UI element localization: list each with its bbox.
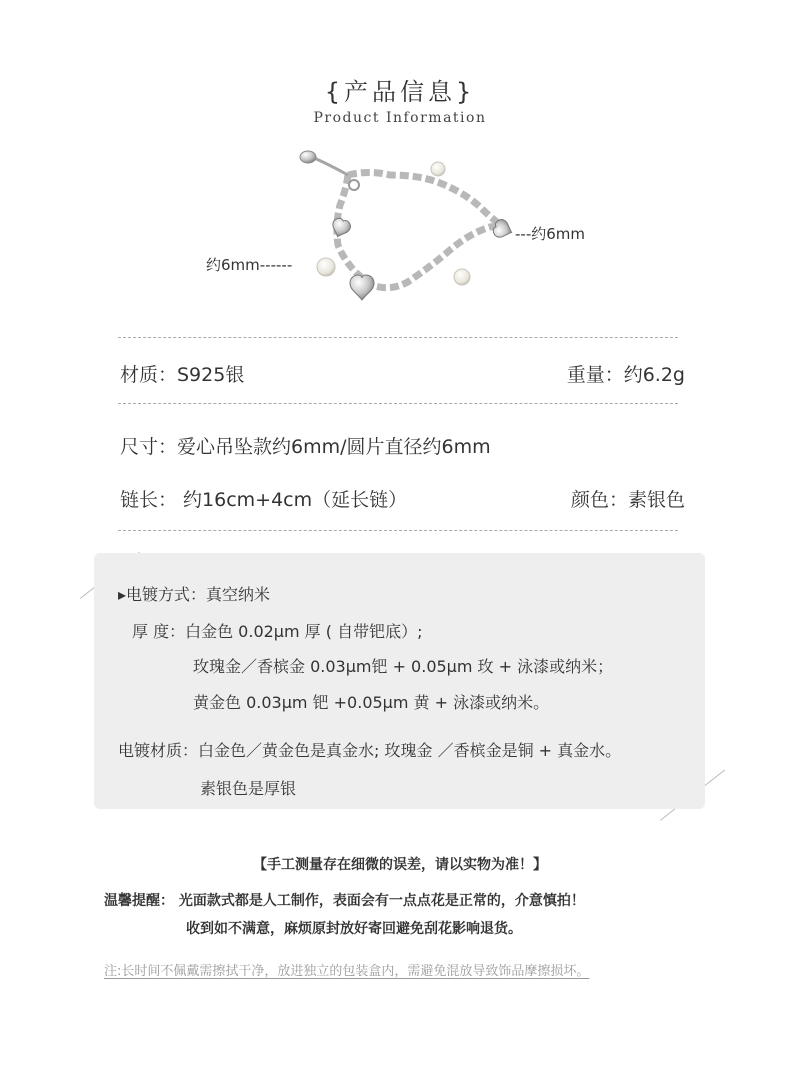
spec-chain-length: 链长： 约16cm+4cm（延长链）: [120, 489, 408, 511]
handmade-notice: 【手工测量存在细微的误差，请以实物为准！】: [253, 857, 547, 873]
spec-size: 尺寸：爱心吊坠款约6mm/圆片直径约6mm: [120, 436, 491, 458]
plating-thickness-line-1: 厚 度：白金色 0.02μm 厚 ( 自带钯底）;: [132, 622, 423, 641]
dimension-label-right: ---约6mm: [515, 225, 586, 243]
spec-material: 材质：S925银: [120, 364, 245, 386]
page-title: {产品信息}: [324, 78, 476, 106]
divider: [118, 530, 678, 531]
plating-method-text: 电镀方式：真空纳米: [126, 585, 271, 604]
reminder-line-1: 温馨提醒： 光面款式都是人工制作，表面会有一点点花是正常的，介意慎拍！: [104, 893, 585, 909]
plating-thickness-line-2: 玫瑰金／香槟金 0.03μm钯 + 0.05μm 玫 + 泳漆或纳米；: [193, 657, 614, 676]
divider: [118, 403, 678, 404]
plating-material-line-2: 素银色是厚银: [200, 779, 297, 798]
reminder-line-2: 收到如不满意，麻烦原封放好寄回避免刮花影响退货。: [186, 921, 522, 937]
divider: [118, 337, 678, 338]
dimension-label-left: 约6mm------: [206, 256, 293, 274]
care-notice: 注:长时间不佩戴需擦拭干净，放进独立的包装盒内，需避免混放导致饰品摩擦损坏。: [104, 964, 590, 979]
spec-color: 颜色：素银色: [570, 489, 685, 511]
triangle-bullet-icon: ▸: [118, 585, 127, 604]
plating-thickness-line-3: 黄金色 0.03μm 钯 +0.05μm 黄 + 泳漆或纳米。: [193, 693, 550, 712]
plating-material-line-1: 电镀材质：白金色／黄金色是真金水; 玫瑰金 ／香槟金是铜 + 真金水。: [118, 741, 622, 760]
plating-method: [118, 582, 270, 605]
page-subtitle: Product Information: [313, 110, 487, 126]
spec-weight: 重量：约6.2g: [566, 364, 685, 386]
bracelet-photo: [290, 145, 530, 330]
